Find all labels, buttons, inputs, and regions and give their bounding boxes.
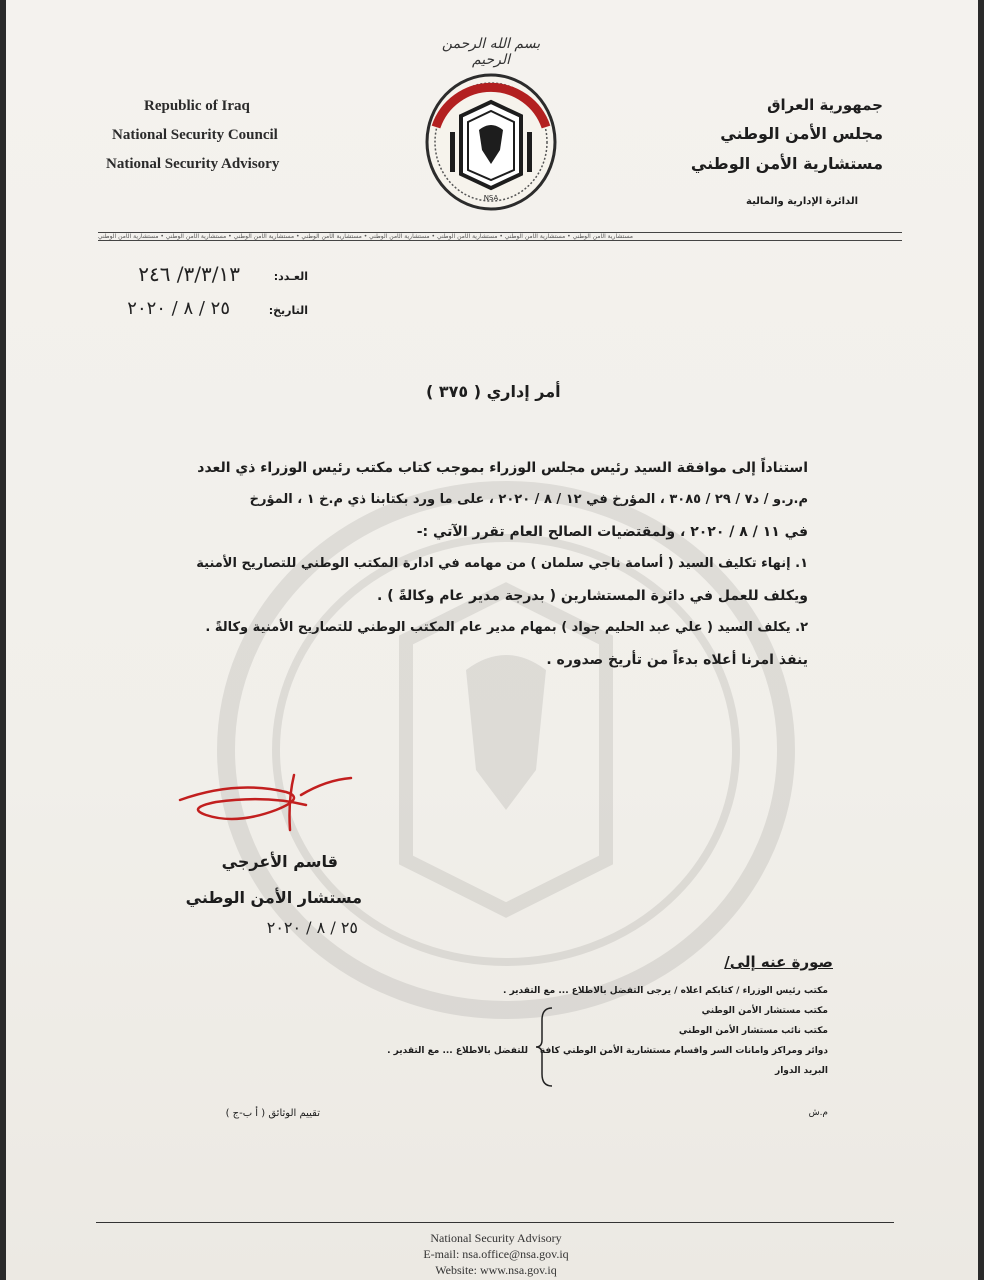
body-line-3: في ١١ / ٨ / ٢٠٢٠ ، ولمقتضيات الصالح العام تقرر الآتي :- (416, 524, 808, 540)
number-value: ٣/٣/١٣/ ٢٤٦ (138, 262, 240, 286)
header-en-council: National Security Council (112, 127, 278, 143)
copy-item-2: مكتب مستشار الأمن الوطني (701, 1006, 828, 1016)
header-ar-council: مجلس الأمن الوطني (720, 124, 883, 143)
signature-date: ٢٥ / ٨ / ٢٠٢٠ (266, 918, 358, 937)
divider-text: مستشارية الأمن الوطني • مستشارية الأمن الوطني • مستشارية الأمن الوطني • مستشارية الأمن الوطني • مستشارية الأمن الوطني • مستشارية الأمن الوطني • مستشارية الأمن الوطني • مستشارية الأمن الوطني (98, 233, 634, 240)
header-divider (98, 232, 902, 242)
order-title: أمر إداري ( ٣٧٥ ) (426, 382, 561, 401)
footer-email: E-mail: nsa.office@nsa.gov.iq (423, 1247, 569, 1261)
body-line-1: استناداً إلى موافقة السيد رئيس مجلس الوزراء بموجب كتاب مكتب رئيس الوزراء ذي العدد (197, 460, 808, 476)
header-en-advisory: National Security Advisory (106, 156, 280, 172)
document-page (6, 0, 978, 1280)
copies-bracket (534, 1006, 554, 1088)
copy-item-4: دوائر ومراكز وامانات السر واقسام مستشارية الأمن الوطني كافة (539, 1046, 828, 1056)
logo-text: NSA (483, 194, 499, 202)
header-ar-department: الدائرة الإدارية والمالية (746, 196, 858, 207)
header-ar-advisory: مستشارية الأمن الوطني (690, 154, 883, 173)
header-ar-republic: جمهورية العراق (767, 96, 883, 114)
handwritten-signature (176, 770, 386, 840)
order-item-1a: ١. إنهاء تكليف السيد ( أسامة ناجي سلمان ) من مهامه في ادارة المكتب الوطني للتصاريح الأمنية (196, 556, 808, 571)
number-label: العـدد: (273, 270, 308, 283)
basmala: بسم الله الرحمن الرحيم (441, 36, 541, 68)
body-line-2: م.ر.و / د٧ / ٢٩ / ٣٠٨٥ ، المؤرخ في ١٢ / ٨ / ٢٠٢٠ ، على ما ورد بكتابنا ذي م.خ ١ ، المؤرخ (249, 492, 808, 507)
signatory-title: مستشار الأمن الوطني (185, 888, 362, 907)
order-item-2: ٢. يكلف السيد ( علي عبد الحليم جواد ) بمهام مدير عام المكتب الوطني للتصاريح الأمنية وكالةً . (205, 620, 808, 635)
signatory-name: قاسم الأعرجي (221, 852, 338, 871)
order-item-1b: ويكلف للعمل في دائرة المستشارين ( بدرجة مدير عام وكالةً ) . (377, 588, 808, 604)
document-rating: تقييم الوثائق ( أ ب-ج ) (225, 1108, 320, 1119)
footer (306, 1230, 686, 1278)
copy-item-3: مكتب نائب مستشار الأمن الوطني (678, 1026, 828, 1036)
date-label: التاريخ: (268, 304, 308, 317)
closing-line: ينفذ امرنا أعلاه بدءاً من تأريخ صدوره . (546, 652, 808, 668)
date-value: ٢٥ / ٨ / ٢٠٢٠ (127, 298, 230, 319)
copy-item-1: مكتب رئيس الوزراء / كتابكم اعلاه / يرجى التفضل بالاطلاع ... مع التقدير . (503, 986, 828, 996)
initials: م.ش (808, 1108, 828, 1118)
nsa-emblem-logo (424, 72, 558, 212)
footer-org: National Security Advisory (430, 1231, 562, 1245)
copies-heading: صورة عنه إلى/ (724, 953, 833, 971)
copies-bracket-note: للتفضل بالاطلاع ... مع التقدير . (387, 1046, 528, 1056)
footer-line (96, 1222, 894, 1223)
copy-item-5: البريد الدوار (775, 1066, 828, 1076)
footer-website: Website: www.nsa.gov.iq (435, 1263, 557, 1277)
header-en-republic: Republic of Iraq (144, 98, 250, 114)
